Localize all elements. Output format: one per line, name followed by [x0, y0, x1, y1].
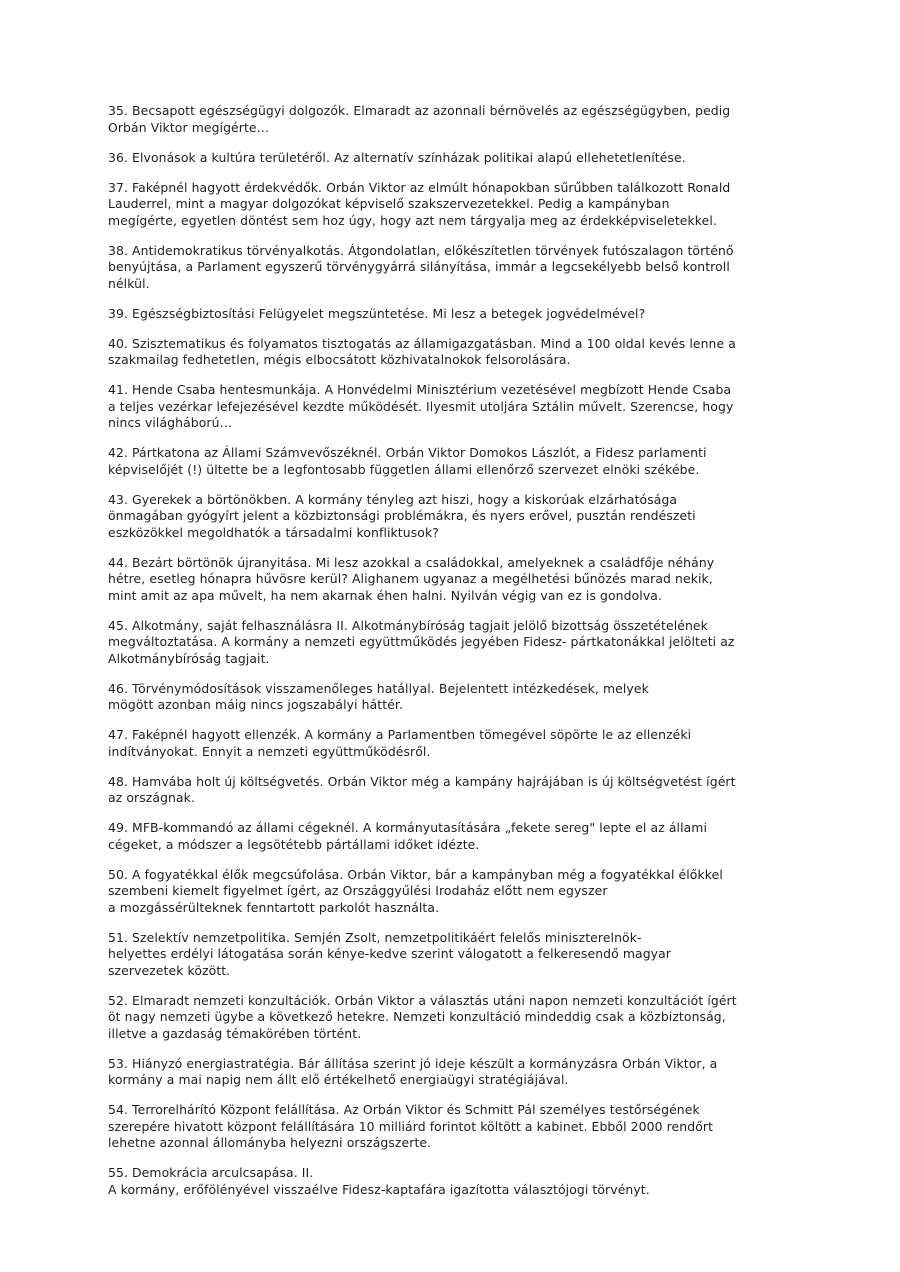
paragraph-line: 38. Antidemokratikus törvényalkotás. Átgondolatlan, előkészítetlen törvények futószalagon történő	[108, 242, 734, 258]
paragraph-line: nélkül.	[108, 275, 150, 291]
paragraph-line: hétre, esetleg hónapra hűvösre kerül? Alighanem ugyanaz a megélhetési bűnözés marad nekik,	[108, 571, 713, 586]
list-item	[108, 180, 798, 230]
paragraph-line: 45. Alkotmány, saját felhasználásra II. Alkotmánybíróság tagjait jelölő bizottság összetételének	[108, 617, 708, 633]
list-item	[108, 618, 798, 668]
list-item	[108, 820, 798, 853]
list-item	[108, 306, 798, 323]
paragraph-line: megváltoztatása. A kormány a nemzeti együttműködés jegyében Fidesz- pártkatonákkal jelölteti az	[108, 634, 735, 649]
paragraph-line: helyettes erdélyi látogatása során kénye-kedve szerint válogatott a felkeresendő magyar	[108, 946, 671, 961]
paragraph-line: Orbán Viktor megígérte…	[108, 119, 270, 135]
list-item	[108, 382, 798, 432]
paragraph-line: 49. MFB-kommandó az állami cégeknél. A kormányutasítására „fekete sereg" lepte el az állami	[108, 820, 708, 835]
paragraph-line: kormány a mai napig nem állt elő értékelhető energiaügyi stratégiájával.	[108, 1072, 569, 1087]
paragraph-line: szerepére hivatott központ felállítására 10 milliárd forintot költött a kabinet. Ebből 2000 rendőrt	[108, 1118, 714, 1134]
paragraph-line: öt nagy nemzeti ügybe a következő hetekre. Nemzeti konzultáció mindeddig csak a közbiztonság,	[108, 1009, 726, 1024]
list-item	[108, 867, 798, 917]
paragraph-line: 35. Becsapott egészségügyi dolgozók. Elmaradt az azonnali bérnövelés az egészségügyben, pedig	[108, 103, 731, 118]
list-item	[108, 774, 798, 807]
paragraph-line: nincs világháború…	[108, 415, 233, 430]
paragraph-line: 52. Elmaradt nemzeti konzultációk. Orbán Viktor a választás utáni napon nemzeti konzultációt ígért	[108, 992, 737, 1008]
list-item	[108, 1056, 798, 1089]
paragraph-line: 36. Elvonások a kultúra területéről. Az alternatív színházak politikai alapú ellehetetlenítése.	[108, 149, 686, 165]
paragraph-line: 48. Hamvába holt új költségvetés. Orbán Viktor még a kampány hajrájában is új költségvetést ígért	[108, 773, 736, 789]
paragraph-line: benyújtása, a Parlament egyszerű törvénygyárrá silányítása, immár a legcsekélyebb belső kontroll	[108, 259, 730, 274]
list-item	[108, 243, 798, 293]
paragraph-line: szakmailag fedhetetlen, mégis elbocsátott közhivatalnokok felsorolására.	[108, 352, 571, 367]
list-item	[108, 492, 798, 542]
paragraph-line: 40. Szisztematikus és folyamatos tisztogatás az államigazgatásban. Mind a 100 oldal kevés lenne a	[108, 335, 736, 351]
paragraph-line: mögött azonban máig nincs jogszabályi háttér.	[108, 697, 404, 712]
paragraph-line: a mozgássérülteknek fenntartott parkolót használta.	[108, 899, 440, 915]
paragraph-line: 43. Gyerekek a börtönökben. A kormány tényleg azt hiszi, hogy a kiskorúak elzárhatósága	[108, 491, 678, 507]
paragraph-line: Alkotmánybíróság tagjait.	[108, 650, 270, 666]
paragraph-line: szervezetek között.	[108, 962, 231, 978]
paragraph-line: A kormány, erőfölényével visszaélve Fidesz-kaptafára igazította választójogi törvényt.	[108, 1181, 650, 1197]
paragraph-line: 42. Pártkatona az Állami Számvevőszéknél. Orbán Viktor Domokos Lászlót, a Fidesz parlamenti	[108, 445, 707, 460]
list-item	[108, 103, 798, 136]
paragraph-line: 54. Terrorelhárító Központ felállítása. Az Orbán Viktor és Schmitt Pál személyes testőrségének	[108, 1102, 700, 1117]
paragraph-line: 44. Bezárt börtönök újranyitása. Mi lesz azokkal a családokkal, amelyeknek a családfője néhány	[108, 554, 715, 570]
paragraph-line: mint amit az apa művelt, ha nem akarnak éhen halni. Nyilván végig van ez is gondolva.	[108, 587, 662, 603]
paragraph-line: 55. Demokrácia arculcsapása. II.	[108, 1165, 314, 1180]
paragraph-line: szembeni kiemelt figyelmet ígért, az Országgyűlési Irodaház előtt nem egyszer	[108, 883, 608, 898]
list-item	[108, 336, 798, 369]
paragraph-line: az országnak.	[108, 790, 195, 805]
paragraph-line: eszközökkel megoldhatók a társadalmi konfliktusok?	[108, 524, 439, 540]
paragraph-line: 51. Szelektív nemzetpolitika. Semjén Zsolt, nemzetpolitikáért felelős miniszterelnök-	[108, 929, 642, 945]
paragraph-line: 46. Törvénymódosítások visszamenőleges hatállyal. Bejelentett intézkedések, melyek	[108, 680, 649, 696]
paragraph-line: 41. Hende Csaba hentesmunkája. A Honvédelmi Minisztérium vezetésével megbízott Hende Csaba	[108, 382, 732, 397]
paragraph-line: 47. Faképnél hagyott ellenzék. A kormány a Parlamentben tömegével söpörte le az ellenzéki	[108, 727, 692, 742]
list-item	[108, 930, 798, 980]
paragraph-line: 53. Hiányzó energiastratégia. Bár állítása szerint jó ideje készült a kormányzásra Orbán Viktor, a	[108, 1055, 718, 1071]
paragraph-line: képviselőjét (!) ültette be a legfontosabb független állami ellenőrző szervezet elnöki székébe.	[108, 461, 700, 477]
paragraph-line: illetve a gazdaság témakörében történt.	[108, 1025, 362, 1041]
list-item	[108, 993, 798, 1043]
list-item	[108, 681, 798, 714]
paragraph-line: 37. Faképnél hagyott érdekvédők. Orbán Viktor az elmúlt hónapokban sűrűbben találkozott Ronald	[108, 179, 731, 195]
paragraph-line: 50. A fogyatékkal élők megcsúfolása. Orbán Viktor, bár a kampányban még a fogyatékkal élőkkel	[108, 866, 723, 882]
list-item	[108, 445, 798, 478]
list-item	[108, 727, 798, 760]
paragraph-line: Lauderrel, mint a magyar dolgozókat képviselő szakszervezetekkel. Pedig a kampányban	[108, 196, 670, 211]
paragraph-line: 39. Egészségbiztosítási Felügyelet megszüntetése. Mi lesz a betegek jogvédelmével?	[108, 305, 646, 321]
paragraph-line: cégeket, a módszer a legsötétebb pártállami időket idézte.	[108, 836, 480, 852]
paragraph-line: a teljes vezérkar lefejezésével kezdte működését. Ilyesmit utoljára Sztálin művelt. Szerencse, hogy	[108, 398, 734, 414]
list-item	[108, 1165, 798, 1198]
paragraph-line: indítványokat. Ennyit a nemzeti együttműködésről.	[108, 743, 431, 759]
document-body	[108, 103, 798, 1212]
list-item	[108, 555, 798, 605]
list-item	[108, 1102, 798, 1152]
paragraph-line: önmagában gyógyírt jelent a közbiztonsági problémákra, és nyers erővel, pusztán rendészeti	[108, 508, 696, 523]
paragraph-line: lehetne azonnal állományba helyezni országszerte.	[108, 1135, 432, 1150]
list-item	[108, 150, 798, 167]
paragraph-line: megígérte, egyetlen döntést sem hoz úgy, hogy azt nem tárgyalja meg az érdekképviseletekkel.	[108, 212, 717, 228]
